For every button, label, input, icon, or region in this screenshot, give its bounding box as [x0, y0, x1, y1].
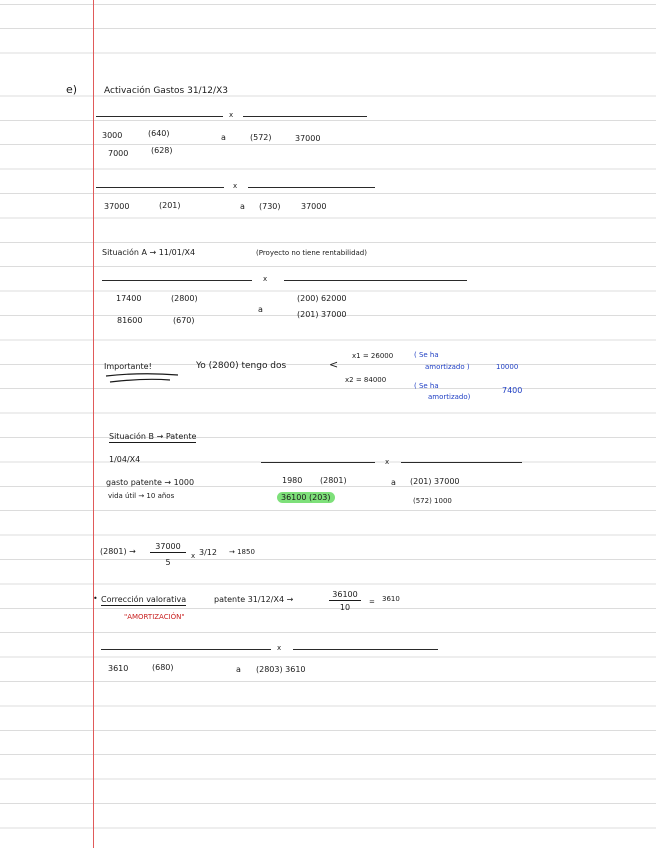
credit-amount: 37000 — [295, 134, 321, 143]
debit-amount: 3610 — [108, 664, 129, 673]
journal-separator: x — [233, 182, 238, 190]
situacion-a-note: (Proyecto no tiene rentabilidad) — [256, 249, 367, 257]
correccion-text: Corrección valorativa — [101, 595, 187, 604]
credit-amount: 37000 — [301, 202, 327, 211]
credit-line: (201) 37000 — [297, 310, 347, 319]
importante-text: Yo (2800) tengo dos — [196, 361, 287, 371]
debit-account: (680) — [152, 663, 174, 672]
journal-line-left — [101, 649, 271, 650]
a-connector: a — [258, 305, 263, 314]
calc-prefix: (2801) → — [100, 547, 136, 556]
fraction-numerator: 37000 — [150, 542, 186, 553]
debit-amount: 3000 — [102, 131, 123, 140]
journal-line-left — [102, 280, 252, 281]
x1-note-line2: amortizado ) — [425, 363, 470, 371]
situacion-b-date: 1/04/X4 — [109, 455, 141, 464]
journal-separator: x — [229, 111, 234, 119]
journal-separator: x — [263, 275, 268, 283]
correccion-rest: patente 31/12/X4 → — [214, 595, 294, 604]
journal-line-right — [284, 280, 467, 281]
journal-separator: x — [385, 458, 390, 466]
debit-amount: 1980 — [282, 476, 303, 485]
x2-note-line2: amortizado) — [428, 393, 471, 401]
amortizacion-note: "AMORTIZACIÓN" — [124, 613, 185, 621]
debit-account: (628) — [151, 146, 173, 155]
a-connector: a — [236, 665, 241, 674]
debit-account: (2801) — [320, 476, 347, 485]
section-title: Activación Gastos 31/12/X3 — [104, 86, 228, 96]
debit-account: (201) — [159, 201, 181, 210]
fraction-numerator: 36100 — [329, 590, 361, 601]
credit-line: (201) 37000 — [410, 477, 460, 486]
vida-util: vida útil → 10 años — [108, 492, 175, 500]
debit-account: (640) — [148, 129, 170, 138]
debit-account: (670) — [173, 316, 195, 325]
importante-label: Importante! — [104, 362, 152, 371]
a-connector: a — [391, 478, 396, 487]
credit-line: (200) 62000 — [297, 294, 347, 303]
x2-amortized: 7400 — [502, 386, 523, 395]
highlighted-debit: 36100 (203) — [277, 492, 335, 503]
margin-line — [93, 0, 94, 848]
journal-line-left — [96, 116, 223, 117]
calc-months: 3/12 — [199, 548, 217, 557]
a-connector: a — [221, 133, 226, 142]
debit-amount: 7000 — [108, 149, 129, 158]
journal-line-right — [243, 116, 367, 117]
debit-amount: 37000 — [104, 202, 130, 211]
journal-separator: x — [277, 644, 282, 652]
fraction-denominator: 10 — [339, 603, 351, 612]
section-letter: e) — [66, 83, 78, 96]
credit-line: (2803) 3610 — [256, 665, 306, 674]
bullet-mark: • — [93, 594, 98, 603]
credit-account: (572) — [250, 133, 272, 142]
journal-line-left — [96, 187, 224, 188]
correccion-result: 3610 — [382, 595, 400, 603]
journal-line-right — [401, 462, 522, 463]
double-underline-mark — [104, 372, 180, 386]
journal-line-left — [261, 462, 375, 463]
calc-result: → 1850 — [229, 548, 255, 556]
credit-account: (730) — [259, 202, 281, 211]
brace-mark: < — [329, 358, 339, 371]
gasto-patente: gasto patente → 1000 — [106, 478, 195, 487]
x1-note-line1: ( Se ha — [414, 351, 439, 359]
situacion-b-heading: Situación B → Patente — [109, 432, 197, 441]
correccion-fraction — [329, 590, 361, 613]
debit-amount: 81600 — [117, 316, 143, 325]
x1-amortized: 10000 — [496, 363, 519, 371]
debit-amount: 17400 — [116, 294, 142, 303]
calc-fraction — [150, 542, 186, 568]
a-connector: a — [240, 202, 245, 211]
debit-account: (2800) — [171, 294, 198, 303]
journal-line-right — [293, 649, 438, 650]
x2-value: x2 = 84000 — [345, 376, 387, 384]
x2-note-line1: ( Se ha — [414, 382, 439, 390]
credit-line: (572) 1000 — [413, 497, 452, 505]
calc-mult: x — [191, 552, 196, 560]
x1-value: x1 = 26000 — [352, 352, 394, 360]
equals-sign: = — [369, 598, 375, 606]
fraction-denominator: 5 — [165, 558, 171, 567]
situacion-a-heading: Situación A → 11/01/X4 — [102, 248, 196, 257]
journal-line-right — [248, 187, 375, 188]
